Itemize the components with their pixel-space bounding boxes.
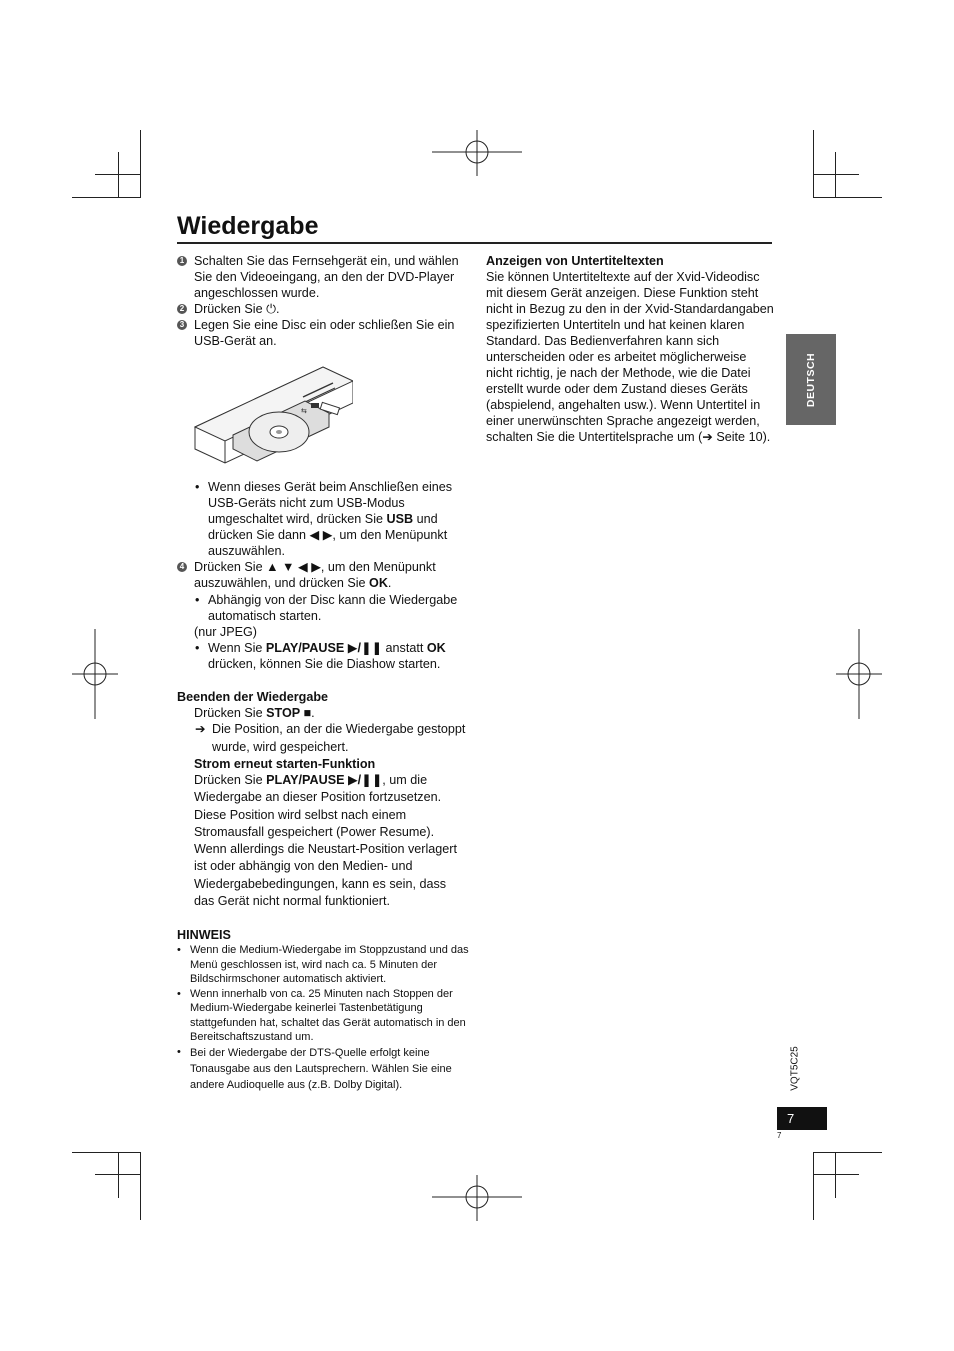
crop-mark — [813, 130, 814, 198]
step-number: 3 — [177, 320, 187, 330]
step-text: . — [387, 576, 392, 590]
crop-mark — [835, 1152, 836, 1198]
registration-mark — [836, 629, 882, 719]
jpeg-note: (nur JPEG) — [194, 625, 257, 639]
stop-text — [177, 705, 469, 721]
crop-mark — [140, 1152, 141, 1220]
stop-result — [177, 721, 469, 756]
step-number: 4 — [177, 562, 187, 572]
resume-text — [177, 772, 469, 910]
step-2 — [177, 301, 469, 317]
bullet-text: Wenn Sie — [208, 641, 266, 655]
bullet-text: anstatt — [382, 641, 427, 655]
hinweis-text: Wenn innerhalb von ca. 25 Minuten nach Stoppen der Medium-Wiedergabe keinerlei Tastenbetätigung stattgefunden hat, schaltet das Gerät automatisch in den Bereitschaftszustand um. — [190, 987, 466, 1044]
hinweis-text: Wenn die Medium-Wiedergabe im Stoppzustand und das Menü geschlossen ist, wird nach ca. 5 Minuten der Bildschirmschoner automatisch aktiviert. — [190, 944, 469, 986]
crop-mark — [813, 197, 882, 198]
crop-mark — [835, 152, 836, 198]
page-reference: Seite 10 — [716, 430, 763, 444]
hinweis-item: • Wenn innerhalb von ca. 25 Minuten nach Stoppen der Medium-Wiedergabe keinerlei Tastenbetätigung stattgefunden hat, schaltet das Gerät automatisch in den Bereitschaftszustand um. — [177, 987, 469, 1045]
dvd-player-illustration — [193, 355, 353, 473]
hinweis-list — [177, 943, 469, 1093]
play-pause-button-name: PLAY/PAUSE ▶/❚❚ — [265, 641, 383, 655]
arrow-icon: ➔ — [195, 722, 206, 736]
crop-mark — [118, 152, 119, 198]
bullet-usb: • Wenn dieses Gerät beim Anschließen eines USB-Geräts nicht zum USB-Modus umgeschaltet wird, drücken Sie USB und drücken Sie dann ◀ ▶, um den Menüpunkt auszuwählen. — [195, 480, 453, 558]
resume-heading: Strom erneut starten-Funktion — [194, 757, 376, 771]
hinweis-item: • Wenn die Medium-Wiedergabe im Stoppzustand und das Menü geschlossen ist, wird nach ca. 5 Minuten der Bildschirmschoner automatisch aktiviert. — [177, 944, 469, 986]
subtitle-heading: Anzeigen von Untertiteltexten — [486, 254, 664, 268]
stop-heading: Beenden der Wiedergabe — [177, 690, 329, 704]
crop-mark — [813, 1152, 814, 1220]
registration-mark — [72, 629, 118, 719]
usb-button-name: USB — [386, 512, 414, 526]
crop-mark — [95, 174, 141, 175]
arrow-icon: ➔ — [702, 430, 717, 444]
page-number-small: 7 — [777, 1131, 782, 1140]
registration-mark — [432, 1175, 522, 1221]
bullet-slideshow: • Wenn Sie PLAY/PAUSE ▶/❚❚ anstatt OK drücken, können Sie die Diashow starten. — [195, 641, 446, 671]
crop-mark — [140, 130, 141, 198]
right-column — [486, 253, 774, 445]
subtitle-body — [486, 269, 774, 445]
crop-mark — [72, 1152, 141, 1153]
stop-button-name: STOP ■ — [266, 706, 312, 720]
language-tab — [786, 334, 836, 425]
step-text: Legen Sie eine Disc ein oder schließen Sie ein USB-Gerät an. — [194, 318, 455, 348]
page-title: Wiedergabe — [177, 210, 772, 244]
subtitle-body-end: ). — [762, 430, 771, 444]
language-tab-label: DEUTSCH — [805, 352, 817, 407]
crop-mark — [72, 197, 141, 198]
hinweis-heading: HINWEIS — [177, 928, 231, 943]
step-text: Drücken Sie ⏻. — [194, 302, 280, 316]
bullet-auto: • Abhängig von der Disc kann die Wiedergabe automatisch starten. — [177, 592, 469, 624]
step-text: Drücken Sie ▲ ▼ ◀ ▶, um den Menüpunkt auszuwählen, und drücken Sie — [194, 560, 436, 590]
svg-text:⇆: ⇆ — [301, 407, 307, 415]
step-number: 1 — [177, 256, 187, 266]
hinweis-text: Bei der Wiedergabe der DTS-Quelle erfolgt keine Tonausgabe aus den Lautsprechern. Wählen Sie eine andere Audioquelle aus (z.B. Dolby Digital). — [190, 1046, 452, 1091]
bullet-text: und drücken Sie dann ◀ ▶, um den Menüpunkt auszuwählen. — [208, 512, 448, 558]
bullet-text: Abhängig von der Disc kann die Wiedergabe automatisch starten. — [208, 593, 458, 623]
bullet-text: drücken, können Sie die Diashow starten. — [208, 657, 441, 671]
hinweis-item: • Bei der Wiedergabe der DTS-Quelle erfolgt keine Tonausgabe aus den Lautsprechern. Wählen Sie eine andere Audioquelle aus (z.B. Dolby Digital). — [177, 1045, 469, 1093]
stop-text-a: Drücken Sie — [194, 706, 267, 720]
page-number: 7 — [777, 1107, 827, 1130]
registration-mark — [432, 130, 522, 176]
model-code: VQT5C25 — [789, 1046, 801, 1091]
resume-text-a: Drücken Sie — [194, 773, 267, 787]
play-pause-button-name: PLAY/PAUSE ▶/❚❚ — [266, 773, 383, 787]
crop-mark — [118, 1152, 119, 1198]
step-3 — [177, 317, 469, 349]
crop-mark — [813, 174, 859, 175]
resume-text-c: , um die Wiedergabe an dieser Position fortzusetzen. Diese Position wird selbst nach einem Stromausfall gespeichert (Power Resume). Wenn allerdings die Neustart-Position verlagert ist oder abhängig von den Medien- und Wiedergabebedingungen, kann es sein, dass das Gerät nicht normal funktioniert. — [194, 773, 457, 909]
stop-result-text: Die Position, an der die Wiedergabe gestoppt wurde, wird gespeichert. — [212, 722, 466, 754]
ok-button-name: OK — [426, 641, 446, 655]
ok-button-name: OK — [369, 576, 388, 590]
crop-mark — [95, 1174, 141, 1175]
step-text: Schalten Sie das Fernsehgerät ein, und wählen Sie den Videoeingang, an den der DVD-Player angeschlossen wurde. — [194, 254, 459, 300]
step-number: 2 — [177, 304, 187, 314]
step-4 — [177, 559, 469, 591]
crop-mark — [813, 1174, 859, 1175]
subtitle-body-text: Sie können Untertiteltexte auf der Xvid-Videodisc mit diesem Gerät anzeigen. Diese Funktion steht nicht in Bezug zu den in der Xvid-Standardangaben spezifizierten Untertiteln und hat keinen klaren Standard. Das Bedienverfahren kann sich unterscheiden oder es arbeitet möglicherweise nicht richtig, je nach der Methode, wie die Datei erstellt wurde oder dem Zustand dieses Geräts (abspielend, angehalten usw.). Wenn Untertitel in einer unerwünschten Sprache angezeigt werden, schalten Sie die Untertitelsprache um ( — [486, 270, 774, 444]
left-column — [177, 253, 469, 1093]
crop-mark — [813, 1152, 882, 1153]
bullet-text: Wenn dieses Gerät beim Anschließen eines USB-Geräts nicht zum USB-Modus umgeschaltet wird, drücken Sie — [208, 480, 453, 526]
stop-text-c: . — [311, 706, 315, 720]
step-1 — [177, 253, 469, 301]
